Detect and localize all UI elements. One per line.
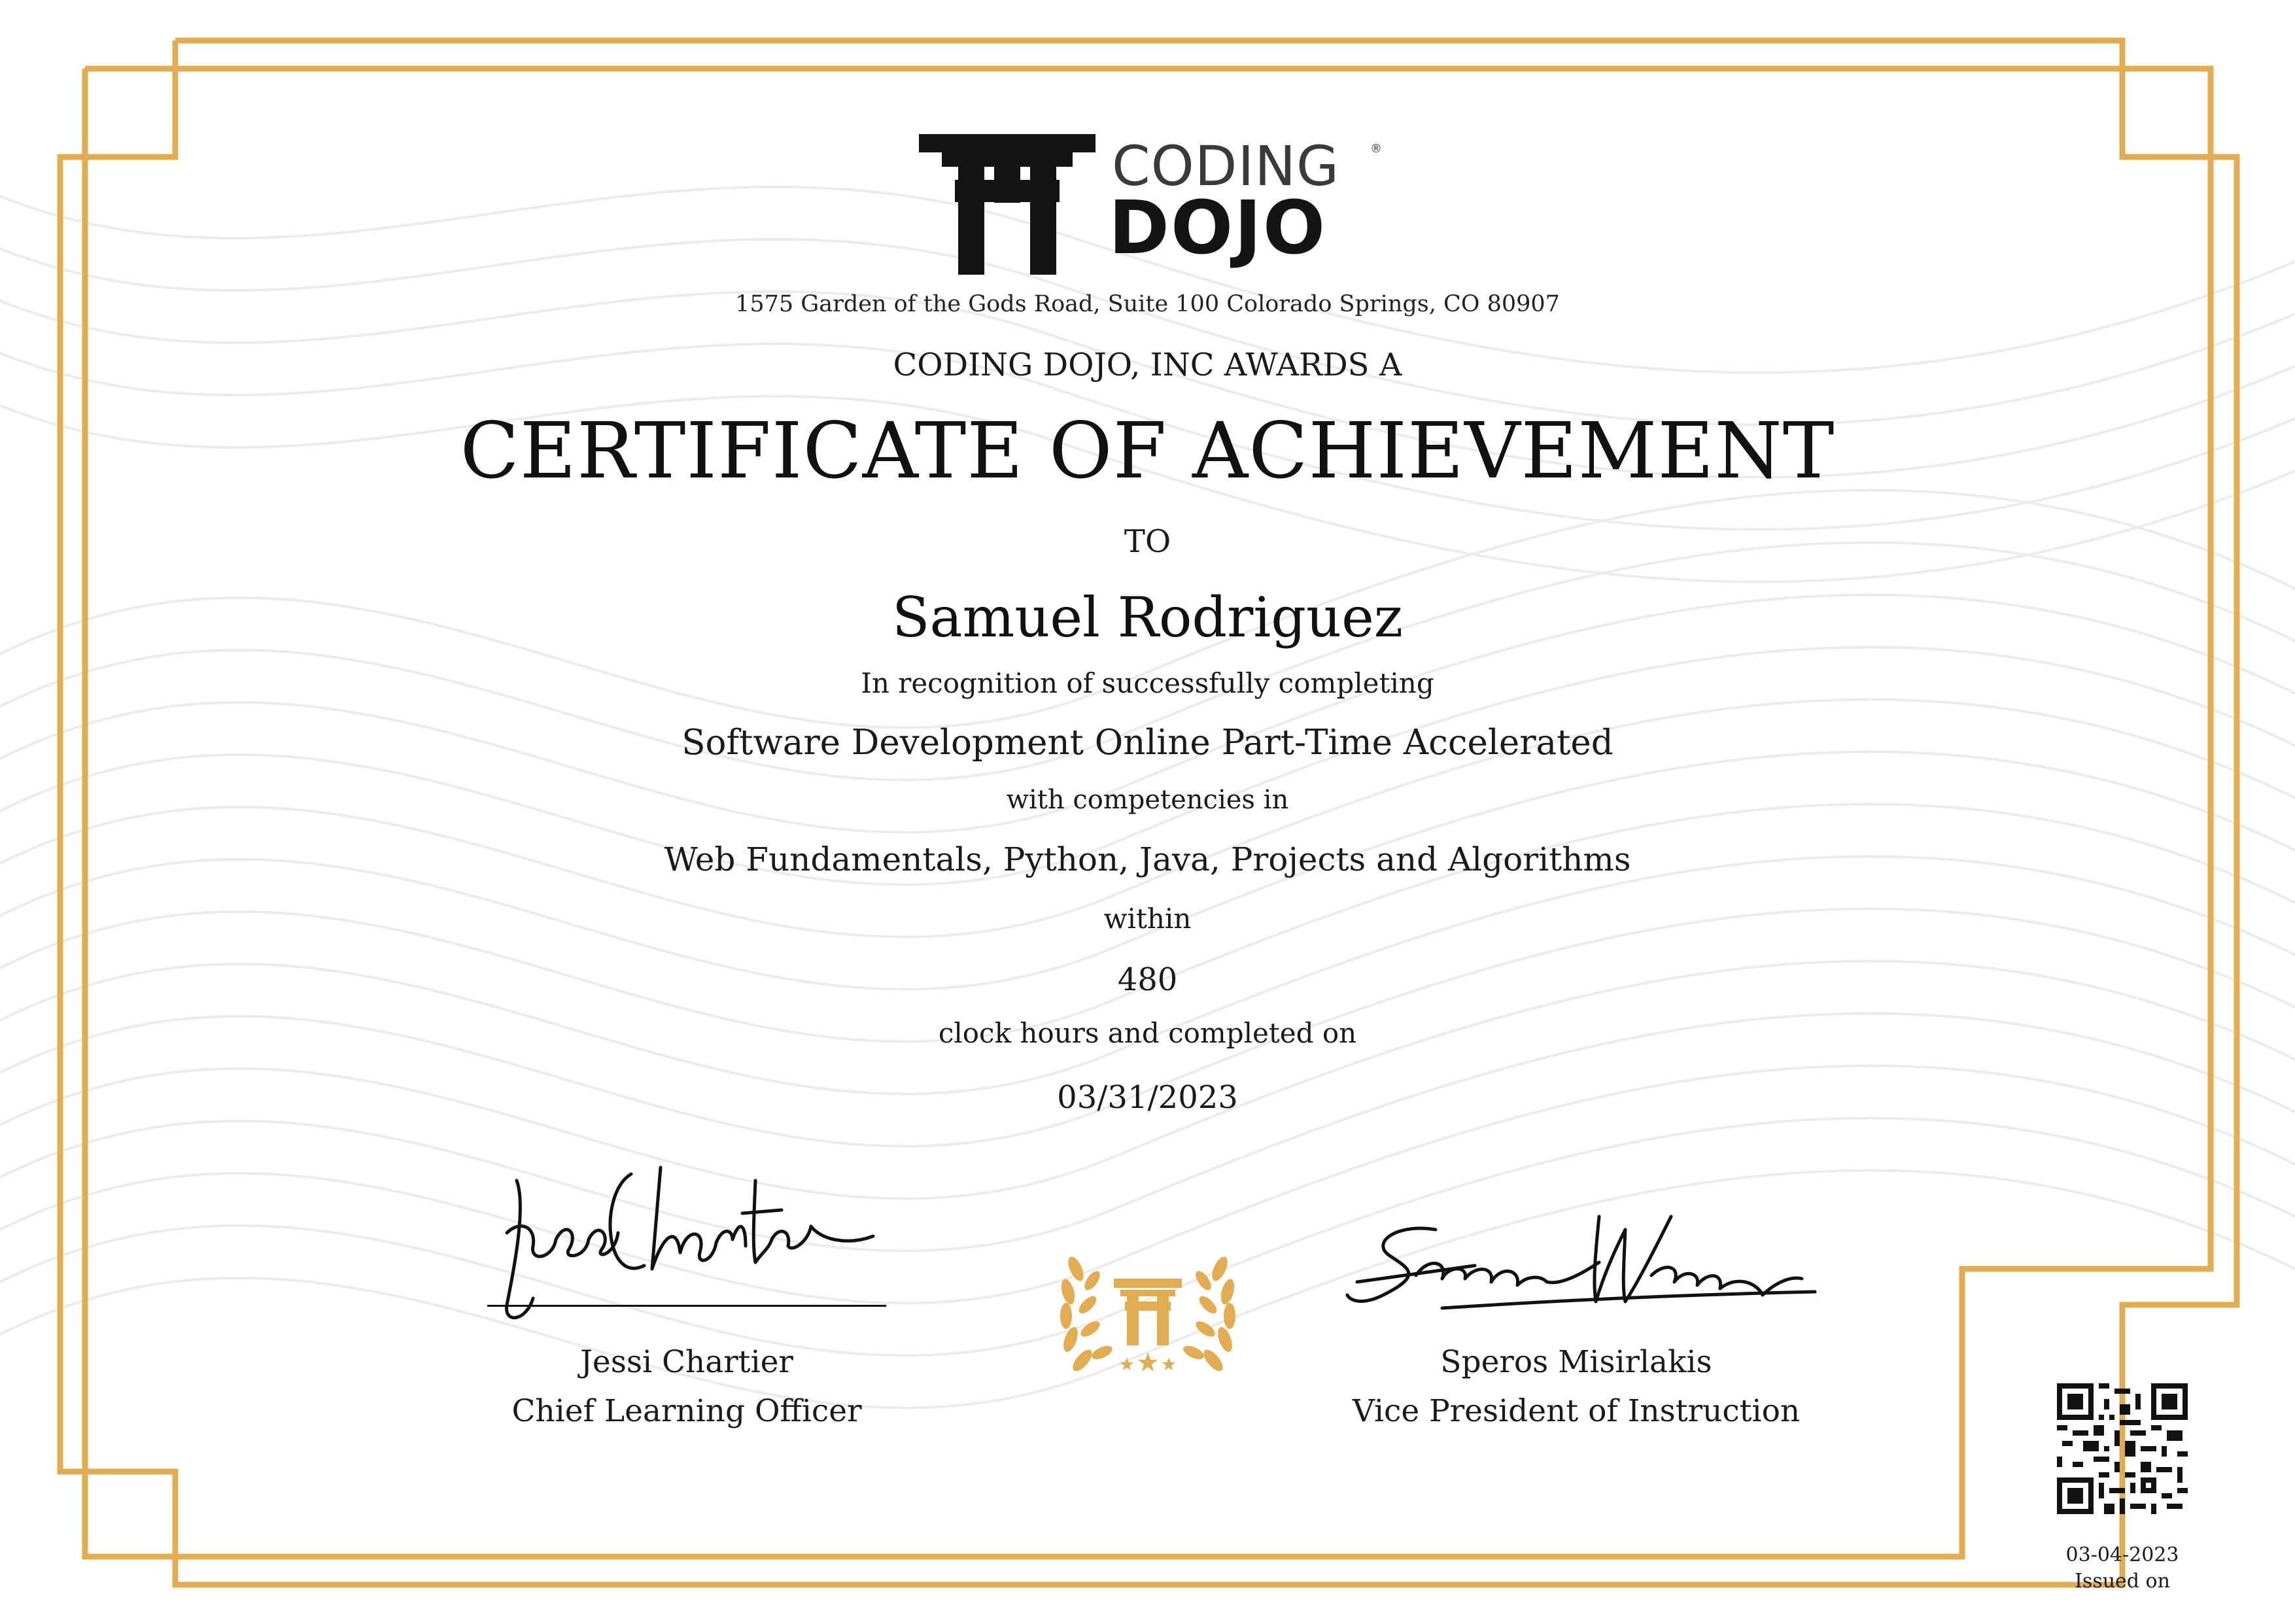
issued-label: Issued on	[2075, 1570, 2170, 1593]
logo-registered-mark: ®	[1370, 142, 1382, 156]
signature-speros-misirlakis	[1344, 1203, 1821, 1334]
awards-line: CODING DOJO, INC AWARDS A	[893, 347, 1402, 383]
issued-date: 03-04-2023	[2065, 1544, 2179, 1566]
signer-title-right: Vice President of Instruction	[1352, 1393, 1801, 1429]
address: 1575 Garden of the Gods Road, Suite 100 Colorado Springs, CO 80907	[735, 291, 1560, 317]
signature-line-left	[487, 1305, 886, 1307]
competencies-list: Web Fundamentals, Python, Java, Projects and Algorithms	[664, 840, 1631, 878]
signature-jessi-chartier	[481, 1154, 886, 1338]
within-label: within	[1103, 903, 1192, 935]
clock-hours-value: 480	[1117, 961, 1178, 998]
to-label: TO	[1124, 523, 1171, 560]
coding-dojo-logo	[919, 134, 1390, 275]
recognition-text: In recognition of successfully completing	[861, 667, 1434, 699]
program-name: Software Development Online Part-Time Accelerated	[682, 723, 1613, 763]
torii-gate-icon	[919, 134, 1096, 275]
qr-code-icon	[2057, 1383, 2188, 1514]
completion-date: 03/31/2023	[1057, 1079, 1238, 1116]
signer-name-left: Jessi Chartier	[580, 1344, 793, 1380]
competencies-label: with competencies in	[1006, 785, 1289, 815]
logo-text-dojo: DOJO	[1109, 186, 1327, 271]
logo-text-coding: CODING	[1112, 134, 1340, 198]
signer-name-right: Speros Misirlakis	[1440, 1344, 1712, 1380]
laurel-torii-emblem-icon	[1043, 1230, 1252, 1393]
clock-hours-label: clock hours and completed on	[938, 1017, 1357, 1049]
certificate-title: CERTIFICATE OF ACHIEVEMENT	[460, 406, 1835, 496]
recipient-name: Samuel Rodriguez	[891, 585, 1404, 649]
signer-title-left: Chief Learning Officer	[511, 1393, 862, 1429]
